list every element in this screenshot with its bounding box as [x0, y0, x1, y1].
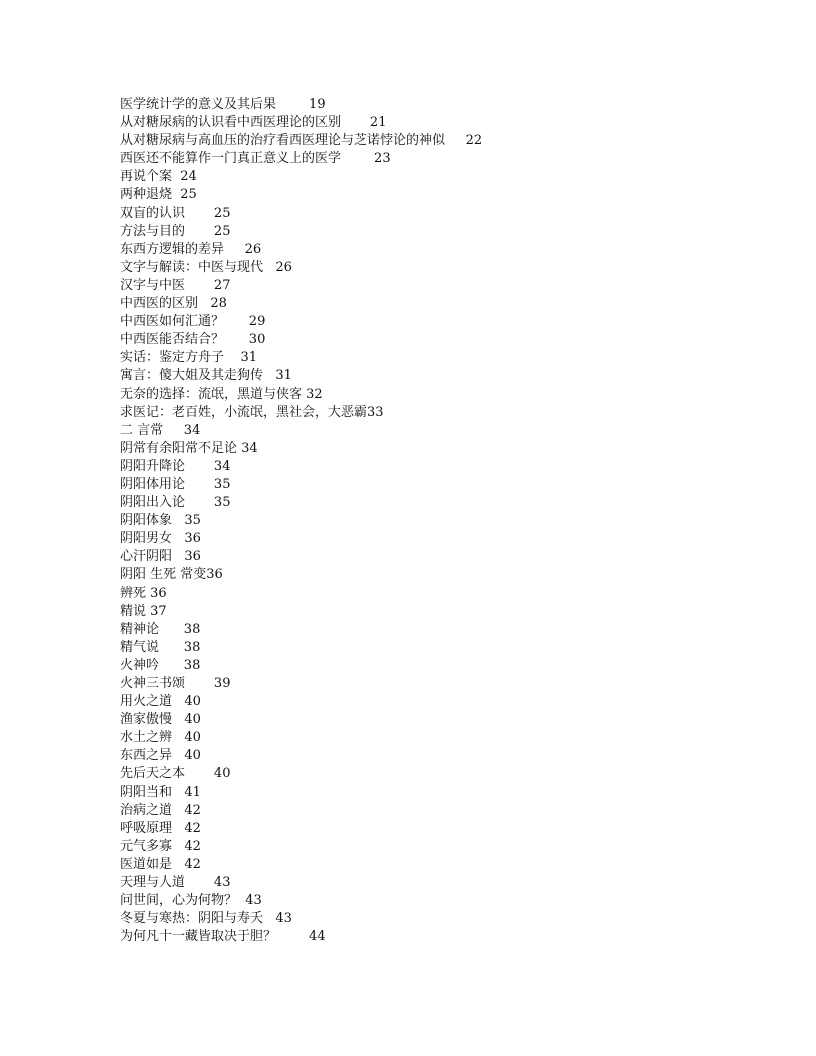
toc-entry: 汉字与中医 27: [120, 277, 231, 293]
toc-entry: 医学统计学的意义及其后果 19: [120, 97, 326, 112]
toc-entry: 无奈的选择：流氓，黑道与侠客 32: [120, 386, 323, 402]
toc-entry: 辨死 36: [120, 585, 167, 601]
toc-entry: 用火之道 40: [120, 694, 201, 710]
toc-entry: 先后天之本 40: [120, 766, 231, 782]
toc-entry: 阴阳升降论 34: [120, 458, 231, 474]
toc-entry: 阴阳体象 35: [120, 513, 201, 529]
toc-entry: 火神三书颂 39: [120, 676, 231, 691]
toc-entry: 阴阳 生死 常变36: [120, 567, 223, 583]
toc-entry: 西医还不能算作一门真正意义上的医学 23: [120, 151, 391, 167]
toc-entry: 心汗阴阳 36: [120, 549, 201, 565]
toc-entry: 方法与目的 25: [120, 223, 231, 239]
toc-entry: 呼吸原理 42: [120, 820, 201, 836]
toc-entry: 医道如是 42: [120, 856, 201, 872]
toc-entry: 东西方逻辑的差异 26: [120, 241, 262, 257]
toc-entry: 冬夏与寒热：阴阳与寿夭 43: [120, 911, 292, 927]
toc-section-heading: 二 言常 34: [120, 422, 201, 438]
toc-entry: 阴阳体用论 35: [120, 476, 231, 492]
toc-entry: 精神论 38: [120, 621, 201, 637]
toc-entry: 实话：鉴定方舟子 31: [120, 350, 258, 366]
toc-entry: 阴阳男女 36: [120, 531, 201, 547]
table-of-contents: [120, 96, 720, 946]
toc-entry: 中西医的区别 28: [120, 296, 227, 312]
toc-entry: 中西医如何汇通？ 29: [120, 314, 266, 330]
toc-entry: 阴常有余阳常不足论 34: [120, 440, 258, 456]
toc-entry: 精说 37: [120, 603, 167, 619]
toc-entry: 渔家傲慢 40: [120, 712, 201, 728]
toc-entry: 文字与解读：中医与现代 26: [120, 259, 292, 275]
toc-entry: 东西之异 40: [120, 748, 201, 764]
toc-entry: 求医记：老百姓，小流氓，黑社会，大恶霸33: [120, 404, 384, 420]
toc-entry: 治病之道 42: [120, 802, 201, 818]
toc-entry: 精气说 38: [120, 639, 201, 655]
toc-entry: 天理与人道 43: [120, 875, 231, 891]
toc-entry: 从对糖尿病与高血压的治疗看西医理论与芝诺悖论的神似 22: [120, 133, 483, 149]
toc-entry: 水土之辨 40: [120, 730, 201, 746]
toc-entry: 两种退烧 25: [120, 187, 197, 203]
toc-entry: 阴阳出入论 35: [120, 495, 231, 511]
toc-entry: 中西医能否结合？ 30: [120, 332, 266, 348]
toc-entry: 为何凡十一藏皆取决于胆？ 44: [120, 929, 326, 945]
toc-entry: 寓言：傻大姐及其走狗传 31: [120, 368, 292, 384]
toc-entry: 再说个案 24: [120, 169, 197, 185]
toc-entry: 火神吟 38: [120, 657, 201, 673]
toc-entry: 从对糖尿病的认识看中西医理论的区别 21: [120, 115, 387, 131]
toc-entry: 元气多寡 42: [120, 838, 201, 854]
toc-entry: 双盲的认识 25: [120, 205, 231, 221]
toc-entry: 阴阳当和 41: [120, 784, 201, 800]
toc-entry: 问世间，心为何物？ 43: [120, 893, 262, 909]
